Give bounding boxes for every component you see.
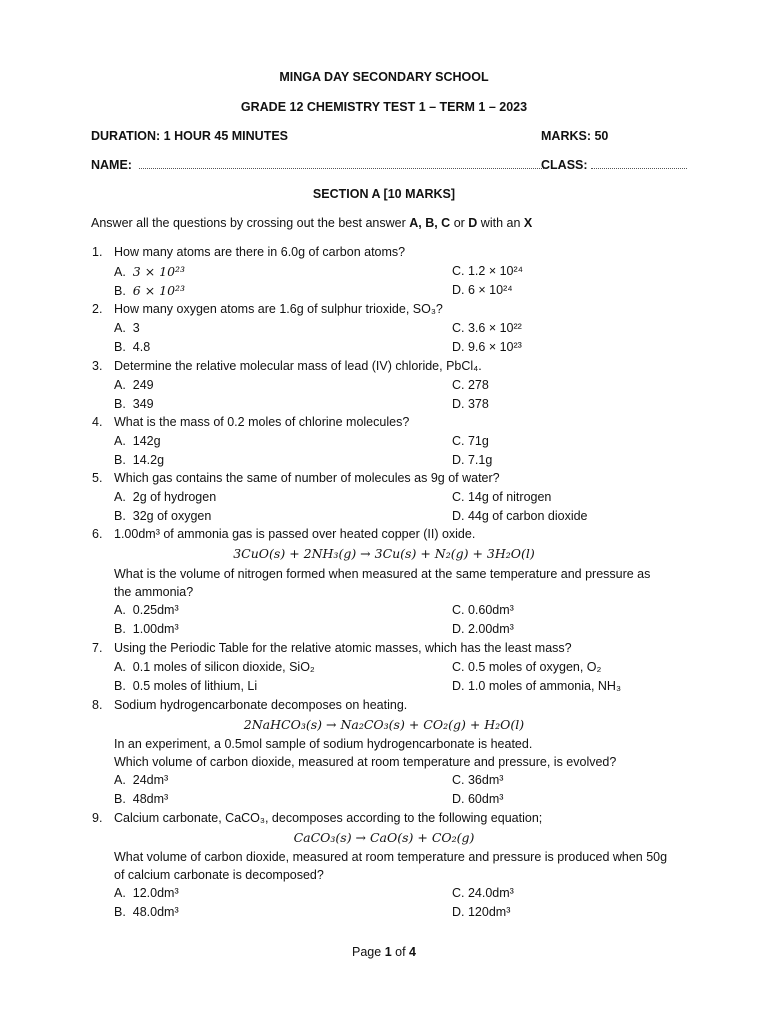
name-label: NAME:	[91, 158, 132, 172]
question-text-continued: In an experiment, a 0.5mol sample of sodium hydrogencarbonate is heated.	[114, 737, 533, 751]
question-number: 1.	[92, 245, 103, 259]
section-heading: SECTION A [10 MARKS]	[312, 187, 456, 201]
option-c: C. 1.2 × 10²⁴	[452, 264, 524, 278]
option-c: C. 71g	[452, 434, 489, 448]
option-b	[114, 340, 150, 354]
page-footer	[0, 945, 768, 960]
chemical-equation: 3CuO(s) + 2NH₃(g) → 3Cu(s) + N₂(g) + 3H₂O(l)	[233, 546, 535, 561]
question-text: 1.00dm³ of ammonia gas is passed over heated copper (II) oxide.	[114, 527, 476, 541]
option-a	[114, 660, 315, 674]
option-d: D. 9.6 × 10²³	[452, 340, 522, 354]
page-total: 4	[409, 945, 416, 959]
option-a	[114, 321, 140, 335]
question-text: Using the Periodic Table for the relative atomic masses, which has the least mass?	[114, 641, 572, 655]
option-value: 3 × 10²³	[132, 264, 186, 279]
option-label: A.	[114, 434, 126, 448]
option-value: 349	[132, 397, 154, 411]
option-value: 14.2g	[132, 453, 165, 467]
option-d: D. 7.1g	[452, 453, 493, 467]
question-text: Sodium hydrogencarbonate decomposes on heating.	[114, 698, 408, 712]
option-d: D. 378	[452, 397, 489, 411]
option-b	[114, 905, 179, 919]
question-number: 8.	[92, 698, 103, 712]
option-value: 12.0dm³	[132, 886, 179, 900]
option-c: C. 36dm³	[452, 773, 504, 787]
option-b	[114, 509, 211, 523]
option-value: 3	[132, 321, 140, 335]
option-value: 48.0dm³	[132, 905, 179, 919]
option-value: 24dm³	[132, 773, 169, 787]
option-b	[114, 397, 154, 411]
option-a	[114, 490, 216, 504]
option-label: A.	[114, 660, 126, 674]
school-name: MINGA DAY SECONDARY SCHOOL	[279, 70, 489, 84]
option-c: C. 14g of nitrogen	[452, 490, 552, 504]
option-b	[114, 453, 164, 467]
instruction-options: A, B, C	[409, 216, 451, 230]
option-c: C. 278	[452, 378, 489, 392]
test-title: GRADE 12 CHEMISTRY TEST 1 – TERM 1 – 2023	[240, 100, 528, 114]
option-value: 6 × 10²³	[132, 283, 186, 298]
option-b	[114, 622, 179, 636]
option-label: A.	[114, 378, 126, 392]
duration: DURATION: 1 HOUR 45 MINUTES	[91, 129, 289, 143]
instruction-x: X	[523, 216, 533, 230]
option-d: D. 44g of carbon dioxide	[452, 509, 588, 523]
option-d: D. 6 × 10²⁴	[452, 283, 513, 297]
question-number: 2.	[92, 302, 103, 316]
instruction-text: Answer all the questions by crossing out the best answer	[91, 216, 410, 230]
option-value: 4.8	[132, 340, 151, 354]
class-label: CLASS:	[541, 158, 588, 172]
option-d: D. 120dm³	[452, 905, 511, 919]
option-a	[114, 603, 179, 617]
option-a	[114, 773, 168, 787]
question-text-continued: of calcium carbonate is decomposed?	[114, 868, 324, 882]
option-a	[114, 886, 179, 900]
option-b	[114, 679, 257, 693]
chemical-equation: CaCO₃(s) → CaO(s) + CO₂(g)	[293, 830, 475, 845]
option-a	[114, 434, 161, 448]
instruction-option-d: D	[468, 216, 478, 230]
option-label: A.	[114, 773, 126, 787]
option-label: B.	[114, 905, 126, 919]
option-a	[114, 378, 154, 392]
option-label: B.	[114, 340, 126, 354]
option-label: A.	[114, 886, 126, 900]
question-text: Which gas contains the same of number of molecules as 9g of water?	[114, 471, 500, 485]
question-text: Calcium carbonate, CaCO₃, decomposes according to the following equation;	[114, 811, 543, 825]
option-label: B.	[114, 679, 126, 693]
option-a	[114, 264, 185, 279]
option-label: B.	[114, 622, 126, 636]
option-value: 0.25dm³	[132, 603, 179, 617]
question-text: What is the mass of 0.2 moles of chlorine molecules?	[114, 415, 410, 429]
question-number: 7.	[92, 641, 103, 655]
question-text: Determine the relative molecular mass of lead (IV) chloride, PbCl₄.	[114, 359, 482, 373]
option-label: B.	[114, 453, 126, 467]
option-value: 1.00dm³	[132, 622, 179, 636]
option-label: B.	[114, 397, 126, 411]
option-label: A.	[114, 490, 126, 504]
option-c: C. 24.0dm³	[452, 886, 514, 900]
option-c: C. 3.6 × 10²²	[452, 321, 522, 335]
chemical-equation: 2NaHCO₃(s) → Na₂CO₃(s) + CO₂(g) + H₂O(l)	[243, 717, 525, 732]
option-d: D. 60dm³	[452, 792, 504, 806]
option-value: 2g of hydrogen	[132, 490, 217, 504]
instructions	[91, 216, 532, 231]
option-b	[114, 283, 185, 298]
footer-text: of	[391, 945, 410, 959]
question-text-continued: Which volume of carbon dioxide, measured at room temperature and pressure, is evolved?	[114, 755, 617, 769]
marks: MARKS: 50	[541, 129, 609, 143]
name-field	[91, 158, 544, 173]
question-number: 3.	[92, 359, 103, 373]
option-label: B.	[114, 509, 126, 523]
option-d: D. 2.00dm³	[452, 622, 514, 636]
instruction-with: with an	[477, 216, 524, 230]
option-label: B.	[114, 284, 126, 298]
class-field	[541, 158, 687, 173]
question-number: 5.	[92, 471, 103, 485]
question-text-continued: What volume of carbon dioxide, measured at room temperature and pressure is produced when 50g	[114, 850, 668, 864]
option-label: B.	[114, 792, 126, 806]
question-text-continued: What is the volume of nitrogen formed when measured at the same temperature and pressure as	[114, 567, 651, 581]
option-value: 0.5 moles of lithium, Li	[132, 679, 258, 693]
option-label: A.	[114, 321, 126, 335]
question-number: 6.	[92, 527, 103, 541]
name-blank	[139, 158, 544, 169]
class-blank	[591, 158, 687, 169]
option-c: C. 0.5 moles of oxygen, O₂	[452, 660, 602, 674]
footer-text: Page	[352, 945, 385, 959]
page-number: 1	[384, 945, 392, 959]
question-text: How many atoms are there in 6.0g of carbon atoms?	[114, 245, 406, 259]
option-b	[114, 792, 168, 806]
option-value: 48dm³	[132, 792, 169, 806]
instruction-or: or	[450, 216, 469, 230]
question-number: 4.	[92, 415, 103, 429]
option-label: A.	[114, 265, 126, 279]
question-text-continued: the ammonia?	[114, 585, 194, 599]
option-value: 0.1 moles of silicon dioxide, SiO₂	[132, 660, 315, 674]
option-d: D. 1.0 moles of ammonia, NH₃	[452, 679, 622, 693]
option-value: 142g	[132, 434, 161, 448]
option-c: C. 0.60dm³	[452, 603, 514, 617]
option-value: 249	[132, 378, 154, 392]
option-value: 32g of oxygen	[132, 509, 212, 523]
question-text: How many oxygen atoms are 1.6g of sulphur trioxide, SO₃?	[114, 302, 443, 316]
question-number: 9.	[92, 811, 103, 825]
option-label: A.	[114, 603, 126, 617]
